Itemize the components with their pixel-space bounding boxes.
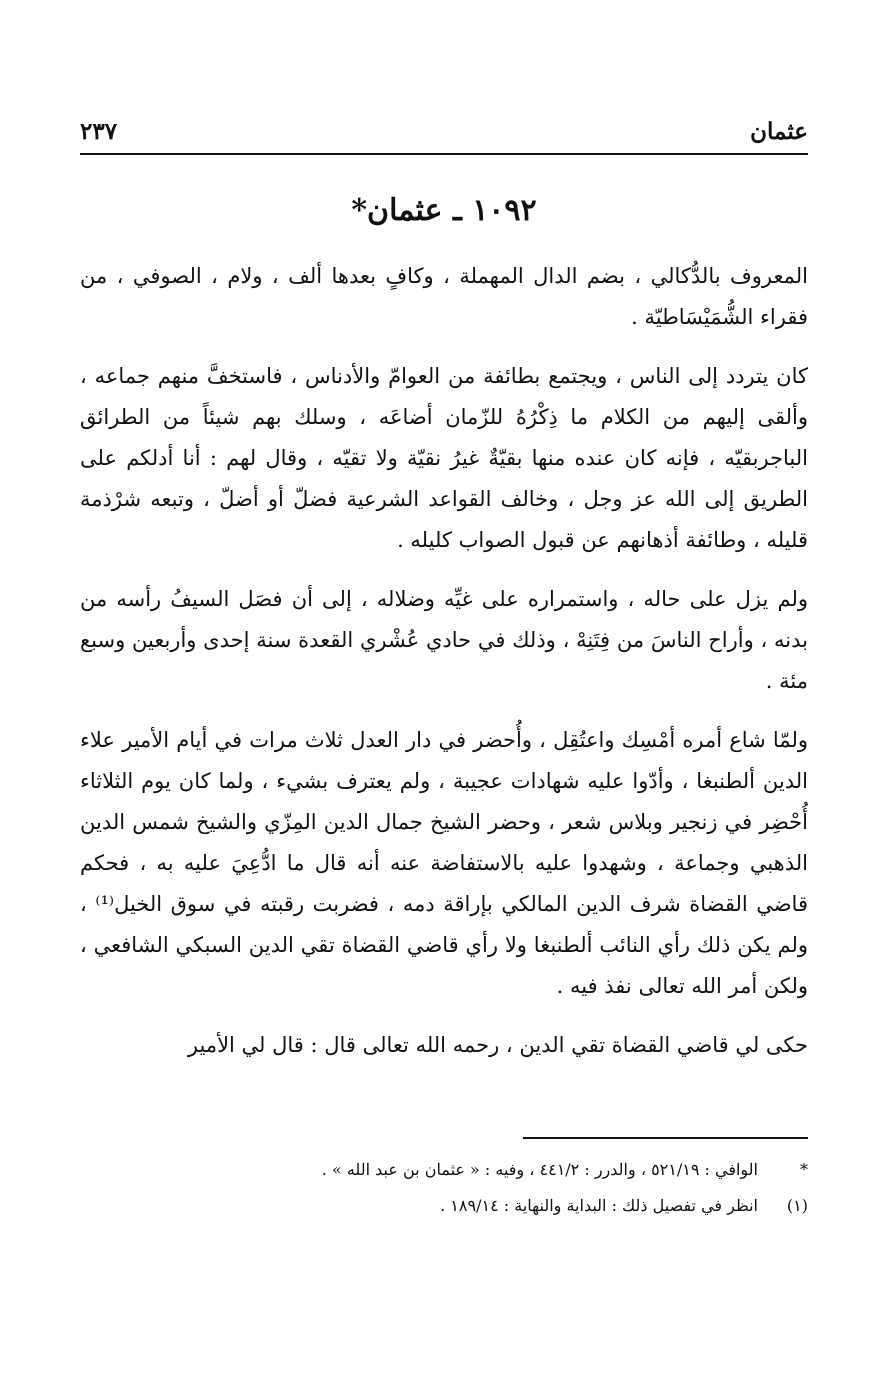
footnote-mark: (١) [786,1196,808,1215]
entry-title: ١٠٩٢ ـ عثمان* [351,193,537,228]
footnote-mark: * [800,1160,808,1179]
footnote-text: انظر في تفصيل ذلك : البداية والنهاية : ١٨٩/١٤ . [440,1196,758,1215]
running-title: عثمان [750,118,808,145]
footnote-rule [523,1137,808,1139]
footnote [80,1152,810,1188]
footnotes [80,1152,810,1224]
paragraph: ولم يزل على حاله ، واستمراره على غيِّه وضلاله ، إلى أن فصَل السيفُ رأسه من بدنه ، وأراح الناسَ من فِتَنِهْ ، وذلك في حادي عُشْري القعدة سنة إحدى وأربعين وسبع مئة . [80,587,808,693]
header-rule [80,153,808,155]
running-header [80,112,808,152]
paragraph: كان يتردد إلى الناس ، ويجتمع بطائفة من العوامّ والأدناس ، فاستخفَّ منهم جماعه ، وألقى إليهم من الكلام ما ذِكْرُهُ للزّمان أضاعَه ، وسلك بهم شيئاً من الطرائق الباجربقيّه ، فإنه كان عنده منها بقيّةٌ غيرُ نقيّة ولا تقيّه ، وقال لهم : أنا أدلكم على الطريق إلى الله عز وجل ، وخالف القواعد الشرعية فضلّ أو أضلّ ، وتبعه شرْذمة قليله ، وطائفة أذهانهم عن قبول الصواب كليله . [80,364,808,552]
paragraph: ولمّا شاع أمره أمْسِك واعتُقِل ، وأُحضر في دار العدل ثلاث مرات في أيام الأمير علاء الدين ألطنبغا ، وأدّوا عليه شهادات عجيبة ، ولم يعترف بشيء ، ولما كان يوم الثلاثاء أُحْضِر في زنجير وبلاس شعر ، وحضر الشيخ جمال الدين المِزّي والشيخ شمس الدين الذهبي وجماعة ، وشهدوا عليه بالاستفاضة عنه أنه قال ما ادُّعِيَ عليه به ، فحكم قاضي القضاة شرف الدين المالكي بإراقة دمه ، فضربت رقبته في سوق الخيل⁽¹⁾ ، ولم يكن ذلك رأي النائب ألطنبغا ولا رأي قاضي القضاة تقي الدين السبكي الشافعي ، ولكن أمر الله تعالى نفذ فيه . [80,728,808,998]
paragraph: حكى لي قاضي القضاة تقي الدين ، رحمه الله تعالى قال : قال لي الأمير [187,1033,808,1057]
footnote-text: الوافي : ٥٢١/١٩ ، والدرر : ٤٤١/٢ ، وفيه : « عثمان بن عبد الله » . [321,1160,758,1179]
footnote [80,1188,810,1224]
body-text [80,256,808,1066]
page-number: ٢٣٧ [80,118,118,145]
paragraph: المعروف بالدُّكالي ، بضم الدال المهملة ، وكافٍ بعدها ألف ، ولام ، الصوفي ، من فقراء الشُّمَيْسَاطيّة . [80,264,808,329]
